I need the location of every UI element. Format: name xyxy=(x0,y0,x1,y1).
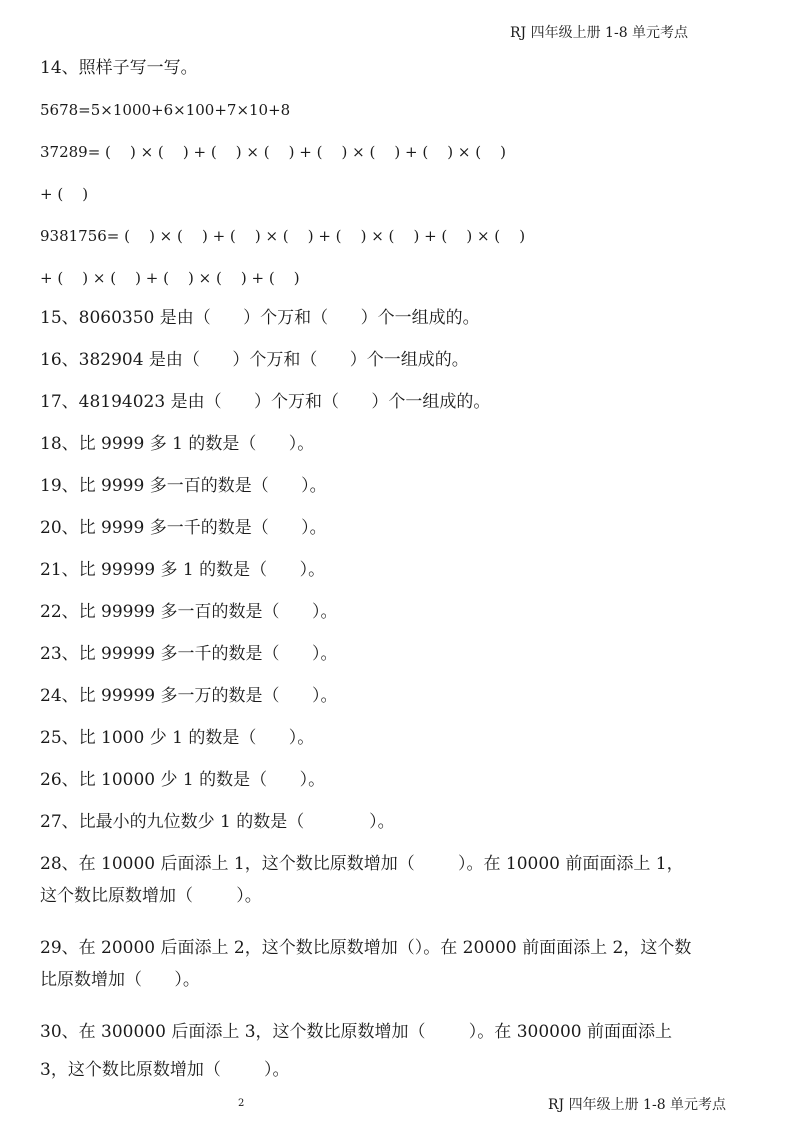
question-30-line-2: 3，这个数比原数增加（ ）。 xyxy=(40,1060,290,1080)
expansion-9381756-line-2: + ( ) × ( ) + ( ) × ( ) + ( ) xyxy=(40,269,300,287)
question-17: 17、48194023 是由（ ）个万和（ ）个一组成的。 xyxy=(40,392,491,412)
question-23: 23、比 99999 多一千的数是（ ）。 xyxy=(40,644,338,664)
example-equation: 5678=5×1000+6×100+7×10+8 xyxy=(40,101,291,119)
page-header: RJ 四年级上册 1-8 单元考点 xyxy=(510,25,689,41)
expansion-9381756-line-1: 9381756= ( ) × ( ) + ( ) × ( ) + ( ) × ( ) + ( ) × ( ) xyxy=(40,227,526,245)
question-22: 22、比 99999 多一百的数是（ ）。 xyxy=(40,602,338,622)
question-25: 25、比 1000 少 1 的数是（ ）。 xyxy=(40,728,315,748)
question-26: 26、比 10000 少 1 的数是（ ）。 xyxy=(40,770,326,790)
question-27: 27、比最小的九位数少 1 的数是（ ）。 xyxy=(40,812,395,832)
question-21: 21、比 99999 多 1 的数是（ ）。 xyxy=(40,560,326,580)
question-18: 18、比 9999 多 1 的数是（ ）。 xyxy=(40,434,315,454)
question-20: 20、比 9999 多一千的数是（ ）。 xyxy=(40,518,327,538)
question-14-title: 14、照样子写一写。 xyxy=(40,58,198,78)
page-number: 2 xyxy=(238,1098,245,1109)
question-28-line-2: 这个数比原数增加（ ）。 xyxy=(40,886,262,906)
question-16: 16、382904 是由（ ）个万和（ ）个一组成的。 xyxy=(40,350,469,370)
question-24: 24、比 99999 多一万的数是（ ）。 xyxy=(40,686,338,706)
expansion-37289-line-2: + ( ) xyxy=(40,185,89,203)
question-30-line-1: 30、在 300000 后面添上 3，这个数比原数增加（ ）。在 300000 前面面添上 xyxy=(40,1022,672,1042)
question-28-line-1: 28、在 10000 后面添上 1，这个数比原数增加（ ）。在 10000 前面面添上 1， xyxy=(40,854,684,874)
question-29-line-1: 29、在 20000 后面添上 2，这个数比原数增加（）。在 20000 前面面添上 2，这个数 xyxy=(40,938,692,958)
question-15: 15、8060350 是由（ ）个万和（ ）个一组成的。 xyxy=(40,308,480,328)
question-19: 19、比 9999 多一百的数是（ ）。 xyxy=(40,476,327,496)
question-29-line-2: 比原数增加（ ）。 xyxy=(40,970,200,990)
page-footer: RJ 四年级上册 1-8 单元考点 xyxy=(548,1097,727,1113)
expansion-37289-line-1: 37289= ( ) × ( ) + ( ) × ( ) + ( ) × ( ) + ( ) × ( ) xyxy=(40,143,506,161)
